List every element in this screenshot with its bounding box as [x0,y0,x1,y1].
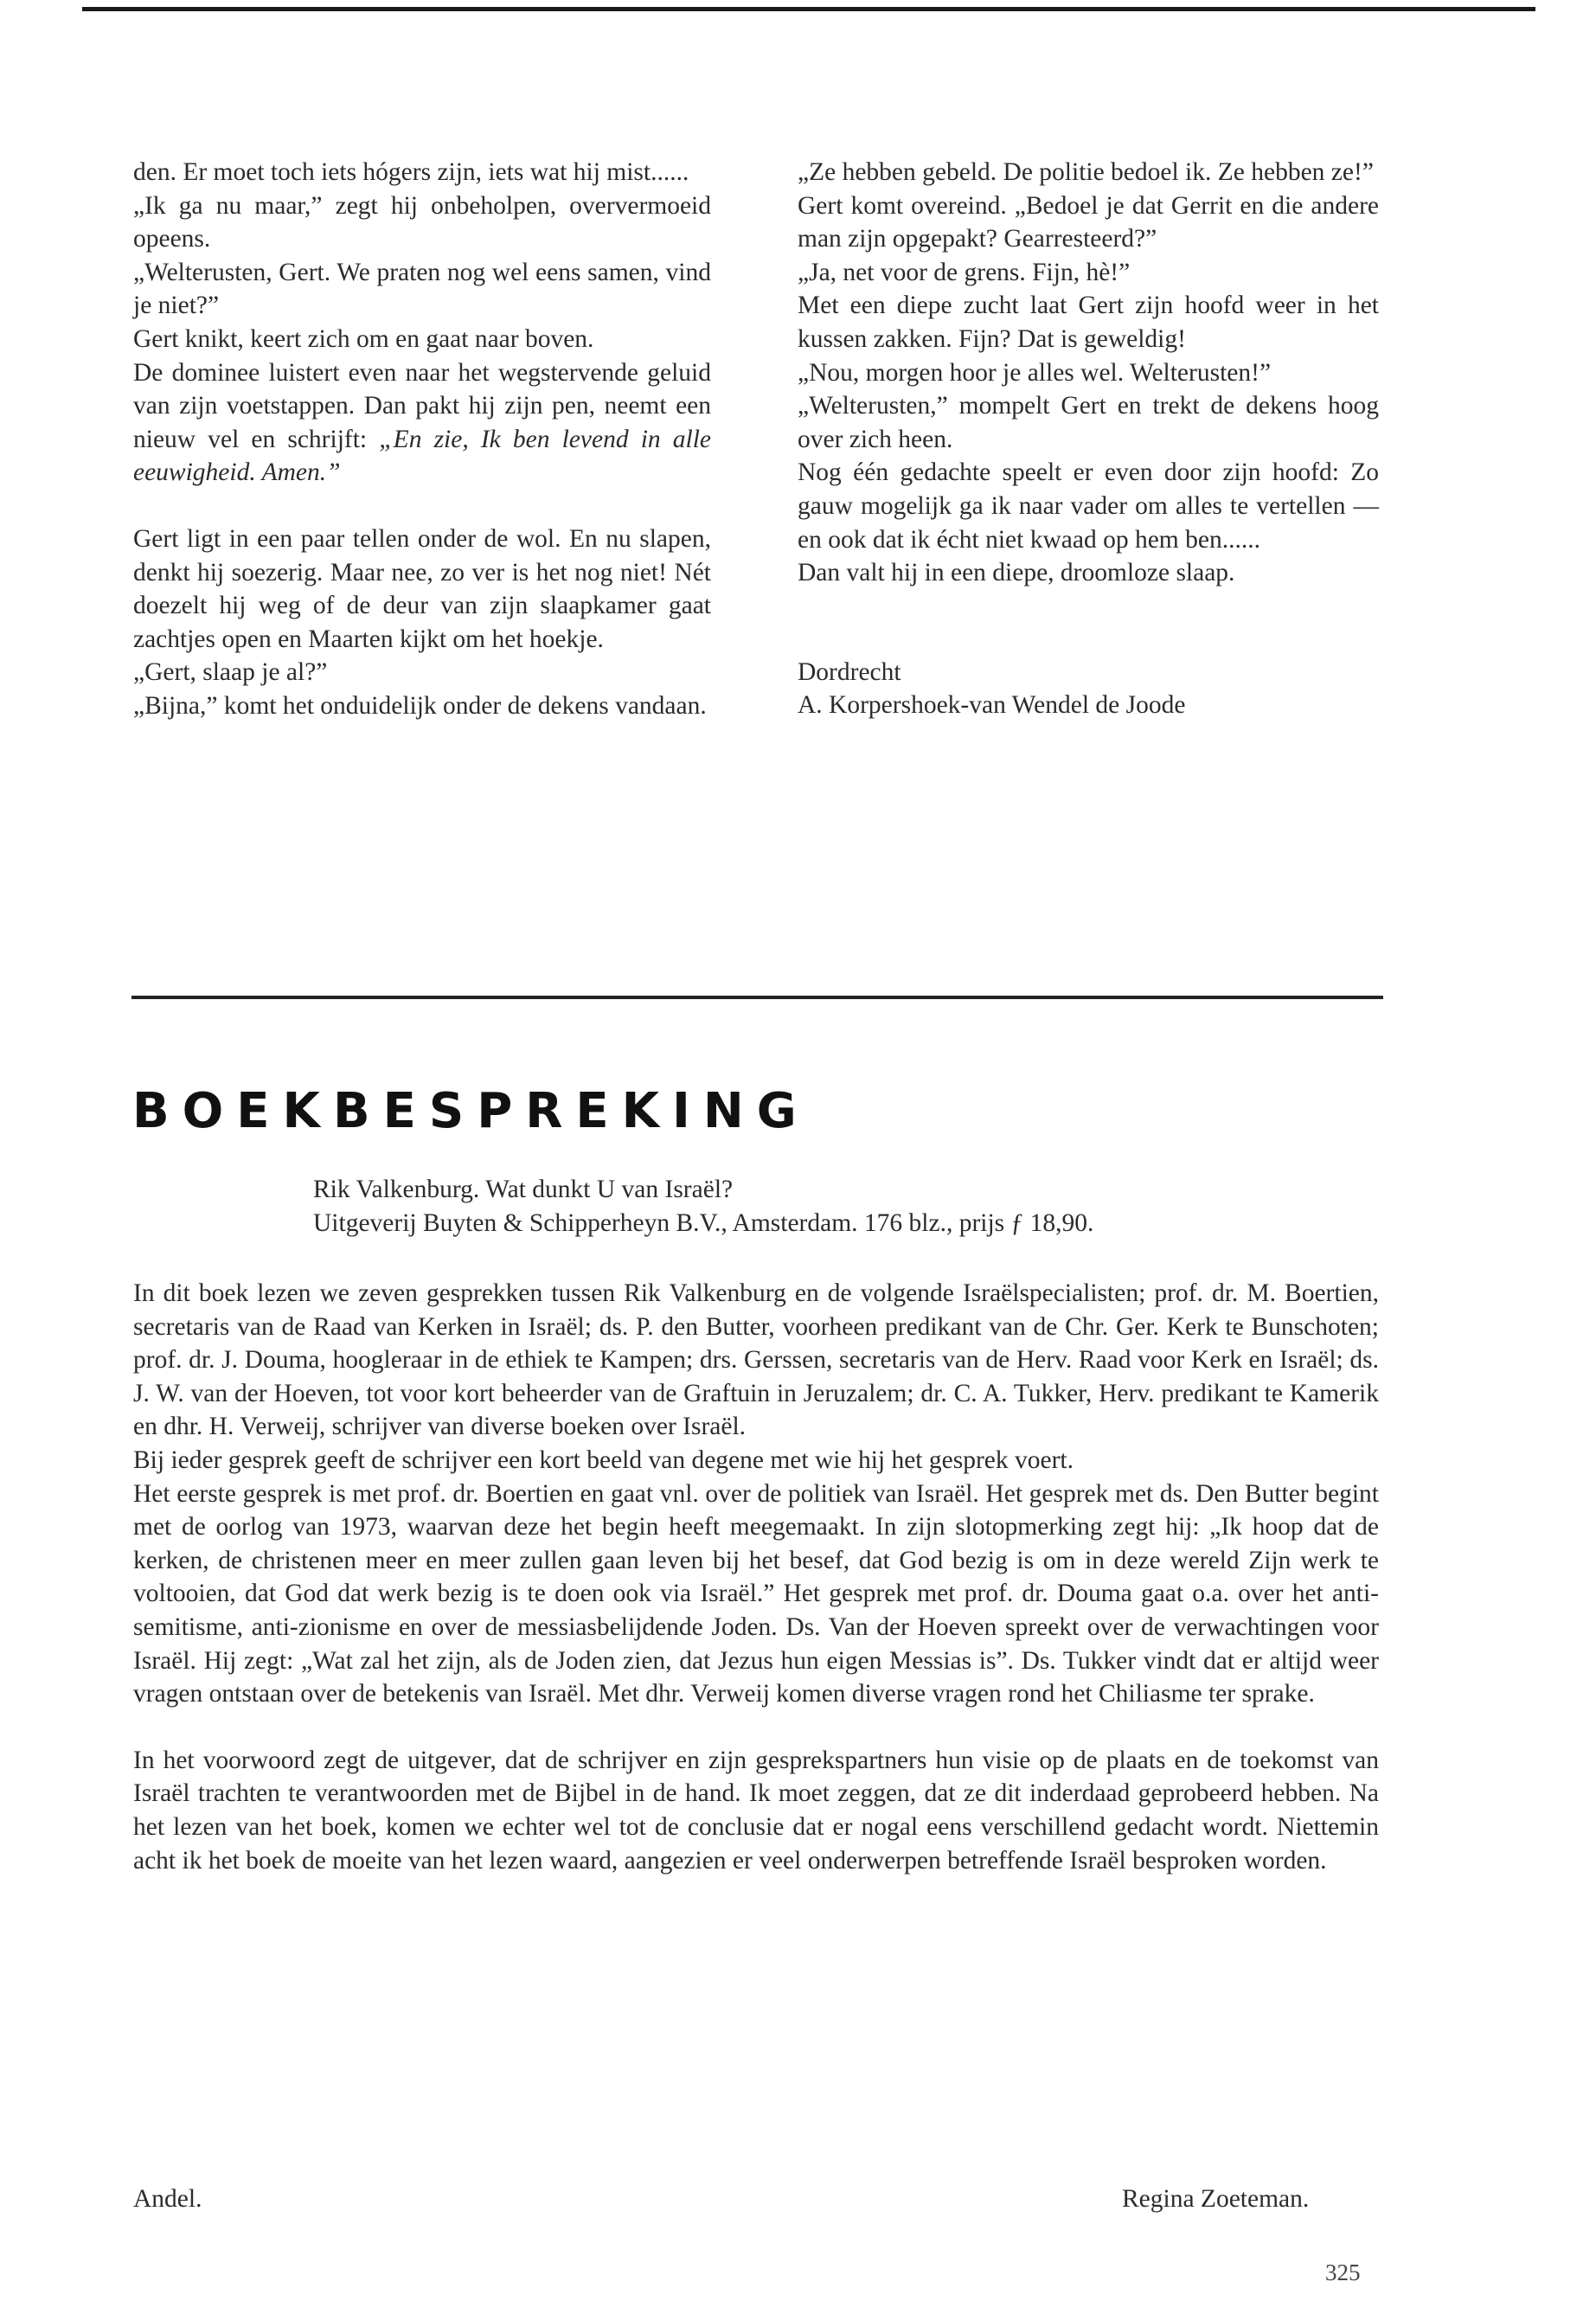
book-reference [313,1173,1093,1240]
top-rule [82,7,1535,11]
book-publisher: Uitgeverij Buyten & Schipperheyn B.V., Amsterdam. 176 blz., prijs ƒ 18,90. [313,1208,1094,1237]
story-place: Dordrecht [798,657,901,686]
section-divider [131,996,1383,999]
review-paragraph: Bij ieder gesprek geeft de schrijver een kort beeld van degene met wie hij het gesprek voert. [133,1445,1074,1474]
story-paragraph: Met een diepe zucht laat Gert zijn hoofd weer in het kussen zakken. Fijn? Dat is geweldig! [798,292,1379,353]
review-place: Andel. [133,2185,202,2213]
story-paragraph: Gert knikt, keert zich om en gaat naar boven. [133,324,594,353]
review-paragraph: Het eerste gesprek is met prof. dr. Boertien en gaat vnl. over de politiek van Israël. Het gesprek met ds. Den Butter begint met de oorlog van 1973, waarvan deze het begin heeft meegemaakt. In zijn slotopmerking zegt hij: „Ik hoop dat de kerken, de christenen meer en meer zullen gaan leven bij het besef, dat God bezig is om in deze wereld Zijn werk te voltooien, dat God dat werk bezig is te doen ook via Israël.” Het gesprek met prof. dr. Douma gaat o.a. over het anti-semitisme, anti-zionisme en over de messiasbelijdende Joden. Ds. Van der Hoeven spreekt over de verwachtingen voor Israël. Hij zegt: „Wat zal het zijn, als de Joden zien, dat Jezus hun eigen Messias is”. Ds. Tukker vindt dat er altijd weer vragen ontstaan over de betekenis van Israël. Met dhr. Verweij komen diverse vragen rond het Chiliasme ter sprake. [133,1479,1379,1708]
story-paragraph: „Welterusten,” mompelt Gert en trekt de dekens hoog over zich heen. [798,392,1379,453]
story-paragraph: „Ja, net voor de grens. Fijn, hè!” [798,258,1131,286]
section-heading: BOEKBESPREKING [132,1083,810,1139]
story-paragraph: Nog één gedachte speelt er even door zijn hoofd: Zo gauw mogelijk ga ik naar vader om alles te vertellen — en ook dat ik écht niet kwaad op hem ben...... [798,458,1379,554]
story-paragraph: „Welterusten, Gert. We praten nog wel eens samen, vind je niet?” [133,258,711,320]
story-paragraph: „Gert, slaap je al?” [133,658,328,687]
story-paragraph: „Nou, morgen hoor je alles wel. Welterusten!” [798,358,1272,387]
review-paragraph: In het voorwoord zegt de uitgever, dat de schrijver en zijn gesprekspartners hun visie op de plaats en de toekomst van Israël trachten te verantwoorden met de Bijbel in de hand. Ik moet zeggen, dat ze dit inderdaad geprobeerd hebben. Na het lezen van het boek, komen we echter wel tot de conclusie dat er nogal eens verschillend gedacht wordt. Niettemin acht ik het boek de moeite van het lezen waard, aangezien er veel onderwerpen betreffende Israël besproken worden. [133,1746,1379,1875]
story-paragraph: den. Er moet toch iets hógers zijn, iets wat hij mist...... [133,158,689,186]
story-left-column [133,156,711,723]
story-paragraph: „Bijna,” komt het onduidelijk onder de dekens vandaan. [133,691,707,720]
story-paragraph: „Ze hebben gebeld. De politie bedoel ik. Ze hebben ze!” [798,158,1374,186]
story-paragraph [133,356,711,490]
review-body [133,1277,1379,1877]
story-text: De dominee luistert even naar het wegstervende geluid van zijn voetstappen. Dan pakt hij zijn pen, neemt een nieuw vel en schrijft: [133,358,711,453]
review-paragraph: In dit boek lezen we zeven gesprekken tussen Rik Valkenburg en de volgende Israëlspecialisten; prof. dr. M. Boertien, secretaris van de Raad van Kerken in Israël; ds. P. den Butter, voorheen predikant van de Chr. Ger. Kerk te Bunschoten; prof. dr. J. Douma, hoogleraar in de ethiek te Kampen; drs. Gerssen, secretaris van de Herv. Raad voor Kerk en Israël; ds. J. W. van der Hoeven, tot voor kort beheerder van de Graftuin in Jeruzalem; dr. C. A. Tukker, Herv. predikant te Kamerik en dhr. H. Verweij, schrijver van diverse boeken over Israël. [133,1279,1379,1441]
story-author: A. Korpershoek-van Wendel de Joode [798,691,1186,720]
story-quote-italic: „En zie, Ik ben levend in alle eeuwigheid. Amen.” [133,425,712,487]
story-paragraph: Dan valt hij in een diepe, droomloze slaap. [798,559,1235,587]
page-number: 325 [1325,2259,1361,2285]
reviewer-name: Regina Zoeteman. [1122,2185,1310,2213]
story-right-column [798,156,1379,722]
story-paragraph: „Ik ga nu maar,” zegt hij onbeholpen, oververmoeid opeens. [133,191,711,253]
book-title: Rik Valkenburg. Wat dunkt U van Israël? [313,1176,734,1203]
story-paragraph: Gert ligt in een paar tellen onder de wol. En nu slapen, denkt hij soezerig. Maar nee, zo ver is het nog niet! Nét doezelt hij weg of de deur van zijn slaapkamer gaat zachtjes open en Maarten kijkt om het hoekje. [133,524,711,653]
story-paragraph: Gert komt overeind. „Bedoel je dat Gerrit en die andere man zijn opgepakt? Gearresteerd?” [798,191,1379,253]
